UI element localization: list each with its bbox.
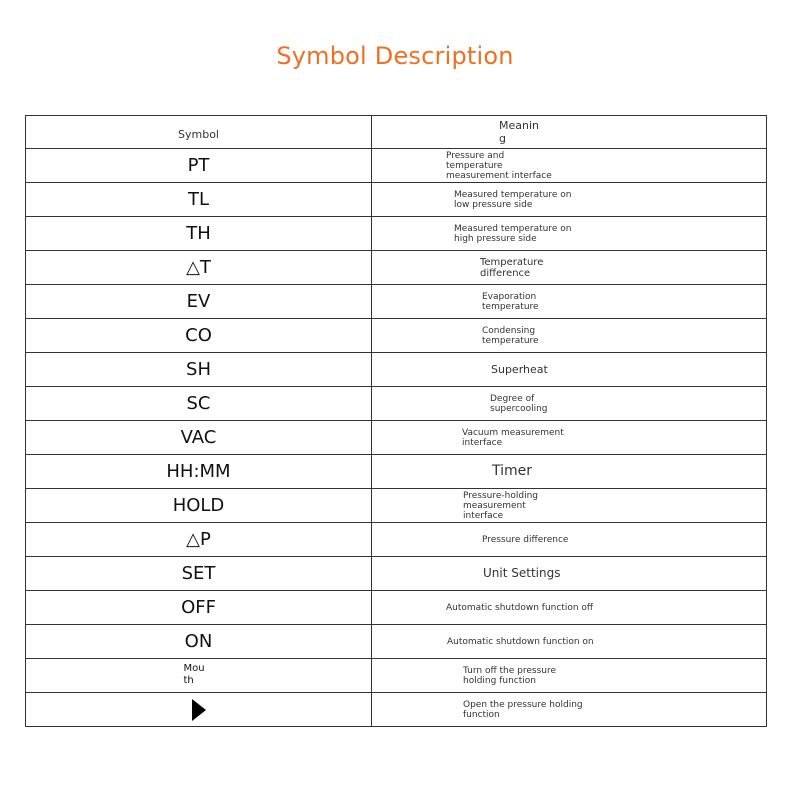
symbol-cell bbox=[26, 625, 372, 659]
symbol-cell bbox=[26, 523, 372, 557]
symbol-text: ON bbox=[184, 631, 213, 652]
symbol-cell bbox=[26, 489, 372, 523]
meaning-cell bbox=[372, 421, 767, 455]
table-row bbox=[26, 217, 767, 251]
meaning-text: Open the pressure holding function bbox=[463, 699, 583, 720]
meaning-header-cell bbox=[372, 116, 767, 149]
symbol-cell bbox=[26, 251, 372, 285]
symbol-text: TH bbox=[186, 223, 211, 244]
symbol-cell bbox=[26, 659, 372, 693]
symbol-text: SC bbox=[186, 393, 211, 414]
symbol-cell bbox=[26, 421, 372, 455]
table-row bbox=[26, 387, 767, 421]
meaning-text: Condensing temperature bbox=[482, 325, 539, 346]
table-row bbox=[26, 251, 767, 285]
symbol-cell bbox=[26, 591, 372, 625]
symbol-cell bbox=[26, 387, 372, 421]
meaning-text: Superheat bbox=[491, 362, 548, 376]
table-row bbox=[26, 353, 767, 387]
meaning-cell bbox=[372, 149, 767, 183]
table-row bbox=[26, 625, 767, 659]
meaning-cell bbox=[372, 353, 767, 387]
meaning-cell bbox=[372, 319, 767, 353]
table-row bbox=[26, 285, 767, 319]
meaning-cell bbox=[372, 455, 767, 489]
table-row bbox=[26, 455, 767, 489]
meaning-text: Unit Settings bbox=[483, 566, 561, 580]
symbol-cell bbox=[26, 285, 372, 319]
meaning-text: Turn off the pressure holding function bbox=[463, 665, 557, 686]
symbol-cell bbox=[26, 557, 372, 591]
meaning-text: Measured temperature on high pressure side bbox=[454, 223, 572, 244]
meaning-cell bbox=[372, 251, 767, 285]
table-row bbox=[26, 693, 767, 727]
symbol-text: HOLD bbox=[172, 495, 225, 516]
meaning-text: Pressure and temperature measurement interface bbox=[446, 150, 552, 181]
symbol-cell bbox=[26, 693, 372, 727]
symbol-table bbox=[25, 115, 767, 727]
table-row bbox=[26, 149, 767, 183]
symbol-text: △T bbox=[186, 257, 211, 278]
table-row bbox=[26, 421, 767, 455]
symbol-cell bbox=[26, 183, 372, 217]
symbol-text: CO bbox=[185, 325, 212, 346]
meaning-header: Meanin g bbox=[499, 119, 539, 145]
symbol-cell bbox=[26, 319, 372, 353]
meaning-cell bbox=[372, 693, 767, 727]
table-row bbox=[26, 319, 767, 353]
meaning-cell bbox=[372, 659, 767, 693]
meaning-text: Automatic shutdown function on bbox=[447, 636, 594, 647]
play-icon bbox=[192, 699, 206, 721]
meaning-text: Timer bbox=[492, 463, 533, 479]
symbol-text: EV bbox=[186, 291, 211, 312]
symbol-text: HH:MM bbox=[166, 461, 231, 482]
symbol-header: Symbol bbox=[178, 127, 219, 141]
table-header-row bbox=[26, 116, 767, 149]
symbol-text: PT bbox=[187, 155, 210, 176]
meaning-text: Evaporation temperature bbox=[482, 291, 539, 312]
symbol-cell bbox=[26, 149, 372, 183]
meaning-cell bbox=[372, 625, 767, 659]
meaning-text: Pressure difference bbox=[482, 534, 569, 545]
symbol-text: VAC bbox=[180, 427, 217, 448]
table-row bbox=[26, 183, 767, 217]
table-row bbox=[26, 591, 767, 625]
meaning-cell bbox=[372, 591, 767, 625]
meaning-text: Vacuum measurement interface bbox=[462, 427, 564, 448]
symbol-text: SET bbox=[181, 563, 216, 584]
symbol-text: OFF bbox=[181, 597, 216, 618]
meaning-text: Temperature difference bbox=[480, 256, 544, 279]
meaning-cell bbox=[372, 523, 767, 557]
meaning-text: Measured temperature on low pressure side bbox=[454, 189, 572, 210]
symbol-cell bbox=[26, 455, 372, 489]
symbol-cell bbox=[26, 217, 372, 251]
symbol-header-cell bbox=[26, 116, 372, 149]
meaning-cell bbox=[372, 489, 767, 523]
symbol-text: TL bbox=[187, 189, 210, 210]
meaning-cell bbox=[372, 285, 767, 319]
page-title: Symbol Description bbox=[276, 42, 514, 70]
meaning-cell bbox=[372, 183, 767, 217]
table-row bbox=[26, 659, 767, 693]
meaning-cell bbox=[372, 557, 767, 591]
symbol-text: Mou th bbox=[183, 663, 205, 686]
meaning-text: Pressure-holding measurement interface bbox=[463, 490, 539, 521]
meaning-cell bbox=[372, 217, 767, 251]
table-row bbox=[26, 557, 767, 591]
table-row bbox=[26, 523, 767, 557]
symbol-cell bbox=[26, 353, 372, 387]
meaning-text: Automatic shutdown function off bbox=[446, 602, 594, 613]
meaning-cell bbox=[372, 387, 767, 421]
meaning-text: Degree of supercooling bbox=[490, 393, 548, 414]
symbol-text: SH bbox=[186, 359, 211, 380]
table-row bbox=[26, 489, 767, 523]
symbol-text: △P bbox=[186, 529, 211, 550]
